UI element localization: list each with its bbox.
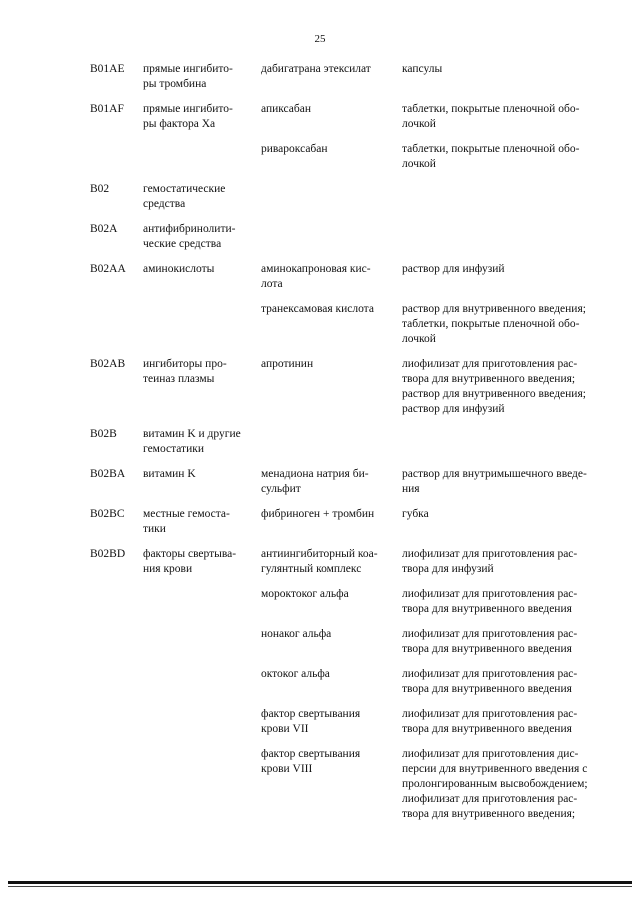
- atc-code-cell: [90, 627, 143, 657]
- cell-line: ры тромбина: [143, 78, 207, 90]
- dosage-form-cell: [402, 547, 617, 577]
- drug-name-cell: [261, 707, 402, 737]
- cell-line: гулянтный комплекс: [261, 563, 362, 575]
- group-name-cell: [143, 222, 261, 252]
- cell-line: менадиона натрия би-: [261, 468, 369, 480]
- table-row: [90, 427, 620, 457]
- cell-line: раствор для внутримышечного введе-: [402, 468, 587, 480]
- cell-line: персии для внутривенного введения с: [402, 763, 588, 775]
- cell-line: октоког альфа: [261, 668, 330, 680]
- atc-code-cell: [90, 747, 143, 822]
- cell-line: лочкой: [402, 333, 436, 345]
- atc-code-cell: [90, 547, 143, 577]
- cell-line: средства: [143, 198, 186, 210]
- dosage-form-cell: [402, 627, 617, 657]
- group-name-cell: [143, 182, 261, 212]
- cell-line: дабигатрана этексилат: [261, 63, 371, 75]
- bottom-rule-thin: [8, 886, 632, 887]
- atc-code-cell: [90, 667, 143, 697]
- cell-line: гемостатики: [143, 443, 204, 455]
- group-name-cell: [143, 507, 261, 537]
- atc-code-cell: [90, 467, 143, 497]
- cell-line: капсулы: [402, 63, 443, 75]
- cell-line: губка: [402, 508, 429, 520]
- cell-line: раствор для внутривенного введения;: [402, 303, 586, 315]
- cell-line: B02BC: [90, 508, 125, 520]
- cell-line: аминокислоты: [143, 263, 215, 275]
- cell-line: таблетки, покрытые пленочной обо-: [402, 103, 580, 115]
- drug-name-cell: [261, 357, 402, 417]
- cell-line: крови VII: [261, 723, 309, 735]
- cell-line: прямые ингибито-: [143, 103, 233, 115]
- table-row: [90, 667, 620, 697]
- drug-name-cell: [261, 627, 402, 657]
- dosage-form-cell: [402, 467, 617, 497]
- cell-line: антиингибиторный коа-: [261, 548, 378, 560]
- cell-line: раствор для инфузий: [402, 263, 505, 275]
- cell-line: аминокапроновая кис-: [261, 263, 371, 275]
- dosage-form-cell: [402, 262, 617, 292]
- cell-line: лочкой: [402, 118, 436, 130]
- atc-code-cell: [90, 707, 143, 737]
- cell-line: B02BA: [90, 468, 126, 480]
- atc-code-cell: [90, 587, 143, 617]
- drug-name-cell: [261, 747, 402, 822]
- group-name-cell: [143, 142, 261, 172]
- atc-code-cell: [90, 357, 143, 417]
- atc-code-cell: [90, 102, 143, 132]
- dosage-form-cell: [402, 357, 617, 417]
- cell-line: нонаког альфа: [261, 628, 332, 640]
- atc-code-cell: [90, 302, 143, 347]
- bottom-rule: [8, 881, 632, 884]
- cell-line: ры фактора Xa: [143, 118, 216, 130]
- drug-name-cell: [261, 182, 402, 212]
- cell-line: B02B: [90, 428, 117, 440]
- table-row: [90, 467, 620, 497]
- drug-classification-table: [90, 62, 620, 822]
- cell-line: B02A: [90, 223, 118, 235]
- cell-line: фактор свертывания: [261, 708, 361, 720]
- group-name-cell: [143, 587, 261, 617]
- cell-line: пролонгированным высвобождением;: [402, 778, 588, 790]
- cell-line: лиофилизат для приготовления дис-: [402, 748, 579, 760]
- cell-line: таблетки, покрытые пленочной обо-: [402, 143, 580, 155]
- group-name-cell: [143, 747, 261, 822]
- cell-line: B01AE: [90, 63, 125, 75]
- drug-name-cell: [261, 62, 402, 92]
- cell-line: ческие средства: [143, 238, 222, 250]
- drug-name-cell: [261, 547, 402, 577]
- drug-name-cell: [261, 427, 402, 457]
- group-name-cell: [143, 262, 261, 292]
- cell-line: раствор для внутривенного введения;: [402, 388, 586, 400]
- atc-code-cell: [90, 262, 143, 292]
- table-row: [90, 507, 620, 537]
- cell-line: твора для внутривенного введения: [402, 643, 572, 655]
- table-row: [90, 62, 620, 92]
- cell-line: лиофилизат для приготовления рас-: [402, 628, 578, 640]
- cell-line: твора для внутривенного введения: [402, 683, 572, 695]
- cell-line: лочкой: [402, 158, 436, 170]
- cell-line: ния: [402, 483, 420, 495]
- cell-line: витамин K и другие: [143, 428, 241, 440]
- dosage-form-cell: [402, 182, 617, 212]
- cell-line: витамин K: [143, 468, 196, 480]
- table-row: [90, 707, 620, 737]
- group-name-cell: [143, 357, 261, 417]
- cell-line: прямые ингибито-: [143, 63, 233, 75]
- drug-name-cell: [261, 507, 402, 537]
- cell-line: твора для внутривенного введения: [402, 603, 572, 615]
- cell-line: лиофилизат для приготовления рас-: [402, 708, 578, 720]
- cell-line: лиофилизат для приготовления рас-: [402, 358, 578, 370]
- cell-line: транексамовая кислота: [261, 303, 374, 315]
- cell-line: апиксабан: [261, 103, 312, 115]
- atc-code-cell: [90, 142, 143, 172]
- dosage-form-cell: [402, 667, 617, 697]
- group-name-cell: [143, 707, 261, 737]
- cell-line: ривароксабан: [261, 143, 328, 155]
- cell-line: B02AA: [90, 263, 126, 275]
- dosage-form-cell: [402, 427, 617, 457]
- cell-line: лиофилизат для приготовления рас-: [402, 793, 578, 805]
- table-row: [90, 102, 620, 132]
- cell-line: антифибринолити-: [143, 223, 236, 235]
- cell-line: фактор свертывания: [261, 748, 361, 760]
- cell-line: B01AF: [90, 103, 124, 115]
- table-row: [90, 357, 620, 417]
- cell-line: апротинин: [261, 358, 314, 370]
- dosage-form-cell: [402, 302, 617, 347]
- table-row: [90, 587, 620, 617]
- table-row: [90, 262, 620, 292]
- cell-line: твора для внутривенного введения;: [402, 808, 576, 820]
- drug-name-cell: [261, 142, 402, 172]
- group-name-cell: [143, 467, 261, 497]
- drug-name-cell: [261, 222, 402, 252]
- cell-line: ингибиторы про-: [143, 358, 227, 370]
- drug-name-cell: [261, 467, 402, 497]
- table-row: [90, 747, 620, 822]
- group-name-cell: [143, 102, 261, 132]
- cell-line: фибриноген + тромбин: [261, 508, 375, 520]
- table-row: [90, 182, 620, 212]
- cell-line: твора для инфузий: [402, 563, 494, 575]
- cell-line: тики: [143, 523, 166, 535]
- cell-line: лота: [261, 278, 283, 290]
- cell-line: местные гемоста-: [143, 508, 230, 520]
- table-row: [90, 302, 620, 347]
- cell-line: лиофилизат для приготовления рас-: [402, 588, 578, 600]
- table-row: [90, 222, 620, 252]
- cell-line: лиофилизат для приготовления рас-: [402, 668, 578, 680]
- group-name-cell: [143, 427, 261, 457]
- table-row: [90, 547, 620, 577]
- cell-line: крови VIII: [261, 763, 313, 775]
- cell-line: теиназ плазмы: [143, 373, 215, 385]
- dosage-form-cell: [402, 102, 617, 132]
- dosage-form-cell: [402, 507, 617, 537]
- cell-line: лиофилизат для приготовления рас-: [402, 548, 578, 560]
- atc-code-cell: [90, 62, 143, 92]
- atc-code-cell: [90, 507, 143, 537]
- dosage-form-cell: [402, 62, 617, 92]
- drug-name-cell: [261, 102, 402, 132]
- cell-line: гемостатические: [143, 183, 226, 195]
- group-name-cell: [143, 667, 261, 697]
- cell-line: мороктоког альфа: [261, 588, 349, 600]
- atc-code-cell: [90, 427, 143, 457]
- drug-name-cell: [261, 667, 402, 697]
- cell-line: раствор для инфузий: [402, 403, 505, 415]
- atc-code-cell: [90, 182, 143, 212]
- cell-line: твора для внутривенного введения: [402, 723, 572, 735]
- cell-line: факторы свертыва-: [143, 548, 237, 560]
- drug-name-cell: [261, 587, 402, 617]
- dosage-form-cell: [402, 747, 617, 822]
- group-name-cell: [143, 547, 261, 577]
- cell-line: ния крови: [143, 563, 193, 575]
- drug-name-cell: [261, 302, 402, 347]
- dosage-form-cell: [402, 707, 617, 737]
- drug-name-cell: [261, 262, 402, 292]
- table-row: [90, 627, 620, 657]
- group-name-cell: [143, 302, 261, 347]
- dosage-form-cell: [402, 587, 617, 617]
- cell-line: B02: [90, 183, 110, 195]
- cell-line: таблетки, покрытые пленочной обо-: [402, 318, 580, 330]
- page-number: 25: [314, 33, 326, 45]
- table-row: [90, 142, 620, 172]
- cell-line: B02BD: [90, 548, 126, 560]
- dosage-form-cell: [402, 142, 617, 172]
- atc-code-cell: [90, 222, 143, 252]
- group-name-cell: [143, 62, 261, 92]
- cell-line: твора для внутривенного введения;: [402, 373, 576, 385]
- cell-line: B02AB: [90, 358, 126, 370]
- cell-line: сульфит: [261, 483, 301, 495]
- dosage-form-cell: [402, 222, 617, 252]
- group-name-cell: [143, 627, 261, 657]
